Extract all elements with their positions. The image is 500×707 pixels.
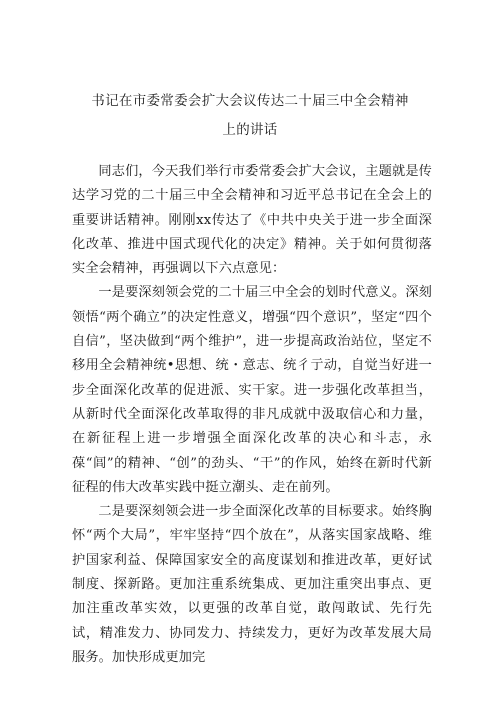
paragraph-point-two: 二是要深刻领会进一步全面深化改革的目标要求。始终胸怀“两个大局”，牢牢坚持“四个放在”，从落实国家战略、维护国家利益、保障国家安全的高度谋划和推进改革，更好试制度、探新路。更加注重系统集成、更加注重突出事点、更加注重改革实效，以更强的改革自觉，敢闯敢试、先行先试，精准发力、协同发力、持续发力，更好为改革发展大局服务。加快形成更加完 [72,504,432,665]
paragraph-opening: 同志们，今天我们举行市委常委会扩大会议，主题就是传达学习党的二十届三中全会精神和习近平总书记在全会上的重要讲话精神。刚刚xx传达了《中共中央关于进一步全面深化改革、推进中国式现代化的决定》精神。关于如何贯彻落实全会精神，再强调以下六点意见： [72,164,432,277]
paragraph-point-one: 一是要深刻领会党的二十届三中全会的划时代意义。深刻领悟“两个确立”的决定性意义，增强“四个意识”，坚定“四个自信”，坚决做到“两个维护”，进一步提高政治站位，坚定不移用全会精神统•思想、统・意志、统彳亍动，自觉当好进一步全面深化改革的促进派、实干家。进一步强化改革担当，从新时代全面深化改革取得的非凡成就中汲取信心和力量，在新征程上进一步增强全面深化改革的决心和斗志，永葆“闾”的精神、“创”的劲头、“干”的作风，始终在新时代新征程的伟大改革实践中挺立潮头、走在前列。 [72,285,432,495]
document-title-line-2: 上的讲话 [222,122,278,138]
document-title-line-1: 书记在市委常委会扩大会议传达二十届三中全会精神 [91,93,409,109]
document-body [72,160,432,670]
